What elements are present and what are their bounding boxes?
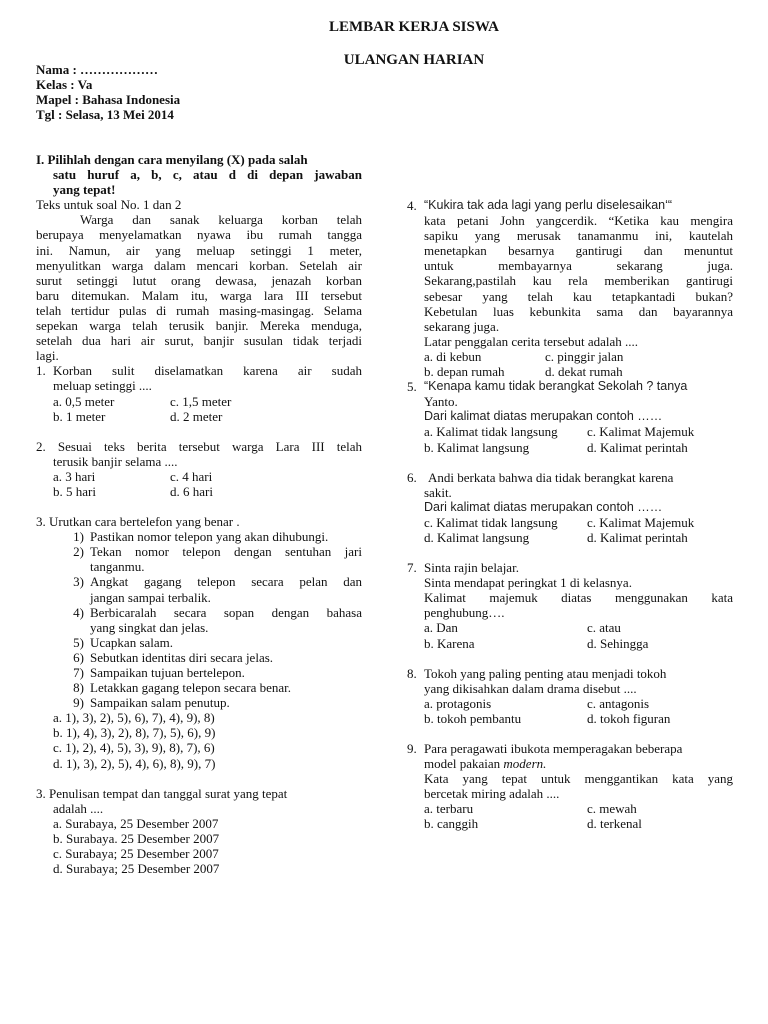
- right-column: [407, 198, 733, 832]
- option-a[interactable]: c. Kalimat tidak langsung: [424, 514, 558, 530]
- option-b[interactable]: b. depan rumah: [424, 364, 505, 380]
- question-2: 2. Sesuai teks berita tersebut warga Lara III telah terusik banjir selama .... a. 3 hari c. 4 hari b. 5 hari d. 6 hari: [36, 438, 362, 499]
- option-c[interactable]: c. 1,5 meter: [170, 393, 232, 409]
- student-identity: [36, 62, 180, 122]
- kelas-field: Kelas : Va: [36, 77, 93, 92]
- option-d[interactable]: d. 6 hari: [170, 483, 213, 499]
- option-a[interactable]: a. terbaru: [424, 801, 474, 817]
- option-b[interactable]: b. Karena: [424, 635, 475, 651]
- option-b[interactable]: d. Kalimat langsung: [424, 529, 530, 545]
- option-d[interactable]: d. 2 meter: [170, 408, 223, 424]
- passage: Warga dan sanak keluarga korban telah berupaya menyelamatkan nyawa ibu rumah tangga ini. Namun, air yang meluap setinggi 1 meter, menyulitkan warga dalam mencari korban. Setelah air surut setinggi lutut orang dewasa, jenazah korban baru ditemukan. Malam itu, warga lara III tersebut telah tertidur pulas di rumah masing-masingag. Selama sepekan warga telah terusik banjir. Mereka menduga, setelah dua hari air surut, banjir susulan tidak terjadi lagi.: [36, 212, 362, 364]
- option-a[interactable]: a. Surabaya, 25 Desember 2007: [53, 815, 219, 831]
- option-a[interactable]: a. 3 hari: [53, 468, 96, 484]
- option-b[interactable]: b. Kalimat langsung: [424, 439, 530, 455]
- page-subtitle: ULANGAN HARIAN: [343, 52, 485, 68]
- nama-field: Nama : ………………: [36, 62, 159, 77]
- option-a[interactable]: a. 1), 3), 2), 5), 6), 7), 4), 9), 8): [53, 710, 215, 726]
- option-d[interactable]: d. 1), 3), 2), 5), 4), 6), 8), 9), 7): [53, 755, 216, 771]
- option-b[interactable]: b. Surabaya. 25 Desember 2007: [53, 830, 220, 846]
- option-d[interactable]: d. dekat rumah: [545, 364, 623, 380]
- option-d[interactable]: d. Sehingga: [587, 635, 649, 651]
- option-c[interactable]: c. mewah: [587, 801, 637, 817]
- option-c[interactable]: c. Surabaya; 25 Desember 2007: [53, 846, 219, 862]
- left-column: [36, 152, 362, 876]
- option-c[interactable]: c. atau: [587, 620, 621, 636]
- question-3: 3. Urutkan cara bertelefon yang benar . 1) Pastikan nomor telepon yang akan dihubungi. 2) Tekan nomor telepon dengan sentuhan jari tanganmu. 3) Angkat gagang telepon secara pelan dan jangan sampai terbalik. 4) Berbicaralah secara sopan dengan bahasa yang singkat dan jelas. 5) Ucapkan salam. 6) Sebutkan identitas diri secara jelas. 7) Sampaikan tujuan bertelepon. 8) Letakkan gagang telepon secara benar. 9) Sampaikan salam penutup. a. 1), 3), 2), 5), 6), 7), 4), 9), 8) b. 1), 4), 3), 2), 8), 7), 5), 6), 9) c. 1), 2), 4), 5), 3), 9), 8), 7), 6) d. 1), 3), 2), 5), 4), 6), 8), 9), 7): [36, 514, 362, 771]
- instruction: I. Pilihlah dengan cara menyilang (X) pada salah satu huruf a, b, c, atau d di depan jawaban yang tepat!: [36, 152, 362, 198]
- option-a[interactable]: a. di kebun: [424, 348, 482, 364]
- option-a[interactable]: a. Kalimat tidak langsung: [424, 424, 558, 440]
- option-d[interactable]: d. Surabaya; 25 Desember 2007: [53, 861, 220, 877]
- option-a[interactable]: a. protagonis: [424, 695, 492, 711]
- tgl-field: Tgl : Selasa, 13 Mei 2014: [36, 107, 174, 122]
- option-a[interactable]: a. Dan: [424, 620, 458, 636]
- option-b[interactable]: b. 5 hari: [53, 483, 96, 499]
- option-b[interactable]: b. 1 meter: [53, 408, 106, 424]
- question-7: 7. Sinta rajin belajar. Sinta mendapat peringkat 1 di kelasnya. Kalimat majemuk diatas menggunakan kata penghubung…. a. Dan c. atau b. Karena d. Sehingga: [407, 560, 733, 651]
- option-c[interactable]: c. 4 hari: [170, 468, 213, 484]
- question-4: 4. “Kukira tak ada lagi yang perlu diselesaikan‘“ kata petani John yangcerdik. “Ketika kau mengira sapiku yang merusak tanamanmu ini, kautelah menetapkan besarnya gantirugi dan menuntut untuk membayarnya sekarang juga. Sekarang,pastilah kau rela memberikan gantirugi sebesar yang telah kau tetapkantadi bukan? Kebetulan luas kebunkita sama dan bayarannya sekarang juga. Latar penggalan cerita tersebut adalah .... a. di kebun c. pinggir jalan b. depan rumah d. dekat rumah: [407, 198, 733, 380]
- question-5: 5. “Kenapa kamu tidak berangkat Sekolah ? tanya Yanto. Dari kalimat diatas merupakan contoh …… a. Kalimat tidak langsung c. Kalimat Majemuk b. Kalimat langsung d. Kalimat perintah: [407, 379, 695, 455]
- option-d[interactable]: d. tokoh figuran: [587, 710, 671, 726]
- option-b[interactable]: b. 1), 4), 3), 2), 8), 7), 5), 6), 9): [53, 725, 216, 741]
- option-b[interactable]: b. canggih: [424, 816, 479, 832]
- mapel-field: Mapel : Bahasa Indonesia: [36, 92, 181, 107]
- option-a[interactable]: a. 0,5 meter: [53, 393, 115, 409]
- question-3b: 3. Penulisan tempat dan tanggal surat yang tepat adalah .... a. Surabaya, 25 Desember 2007 b. Surabaya. 25 Desember 2007 c. Surabaya; 25 Desember 2007 d. Surabaya; 25 Desember 2007: [36, 786, 362, 877]
- option-d[interactable]: d. Kalimat perintah: [587, 529, 688, 545]
- option-d[interactable]: d. terkenal: [587, 816, 642, 832]
- question-6: 6. Andi berkata bahwa dia tidak berangkat karena sakit. Dari kalimat diatas merupakan contoh …… c. Kalimat tidak langsung c. Kalimat Majemuk d. Kalimat langsung d. Kalimat perintah: [407, 469, 695, 545]
- question-8: 8. Tokoh yang paling penting atau menjadi tokoh yang dikisahkan dalam drama disebut .... a. protagonis c. antagonis b. tokoh pembantu d. tokoh figuran: [407, 665, 671, 726]
- option-b[interactable]: b. tokoh pembantu: [424, 710, 522, 726]
- page-title: LEMBAR KERJA SISWA: [328, 19, 500, 35]
- question-1: 1. Korban sulit diselamatkan karena air sudah meluap setinggi .... a. 0,5 meter c. 1,5 meter b. 1 meter d. 2 meter: [36, 363, 362, 424]
- option-c[interactable]: c. Kalimat Majemuk: [587, 514, 695, 530]
- option-c[interactable]: c. antagonis: [587, 695, 650, 711]
- question-9: 9. Para peragawati ibukota memperagakan beberapa model pakaian modern. Kata yang tepat untuk menggantikan kata yang bercetak miring adalah .... a. terbaru c. mewah b. canggih d. terkenal: [407, 741, 733, 832]
- option-c[interactable]: c. 1), 2), 4), 5), 3), 9), 8), 7), 6): [53, 740, 215, 756]
- passage-heading: Teks untuk soal No. 1 dan 2: [36, 197, 182, 213]
- option-c[interactable]: c. pinggir jalan: [545, 348, 624, 364]
- option-c[interactable]: c. Kalimat Majemuk: [587, 424, 695, 440]
- option-d[interactable]: d. Kalimat perintah: [587, 439, 688, 455]
